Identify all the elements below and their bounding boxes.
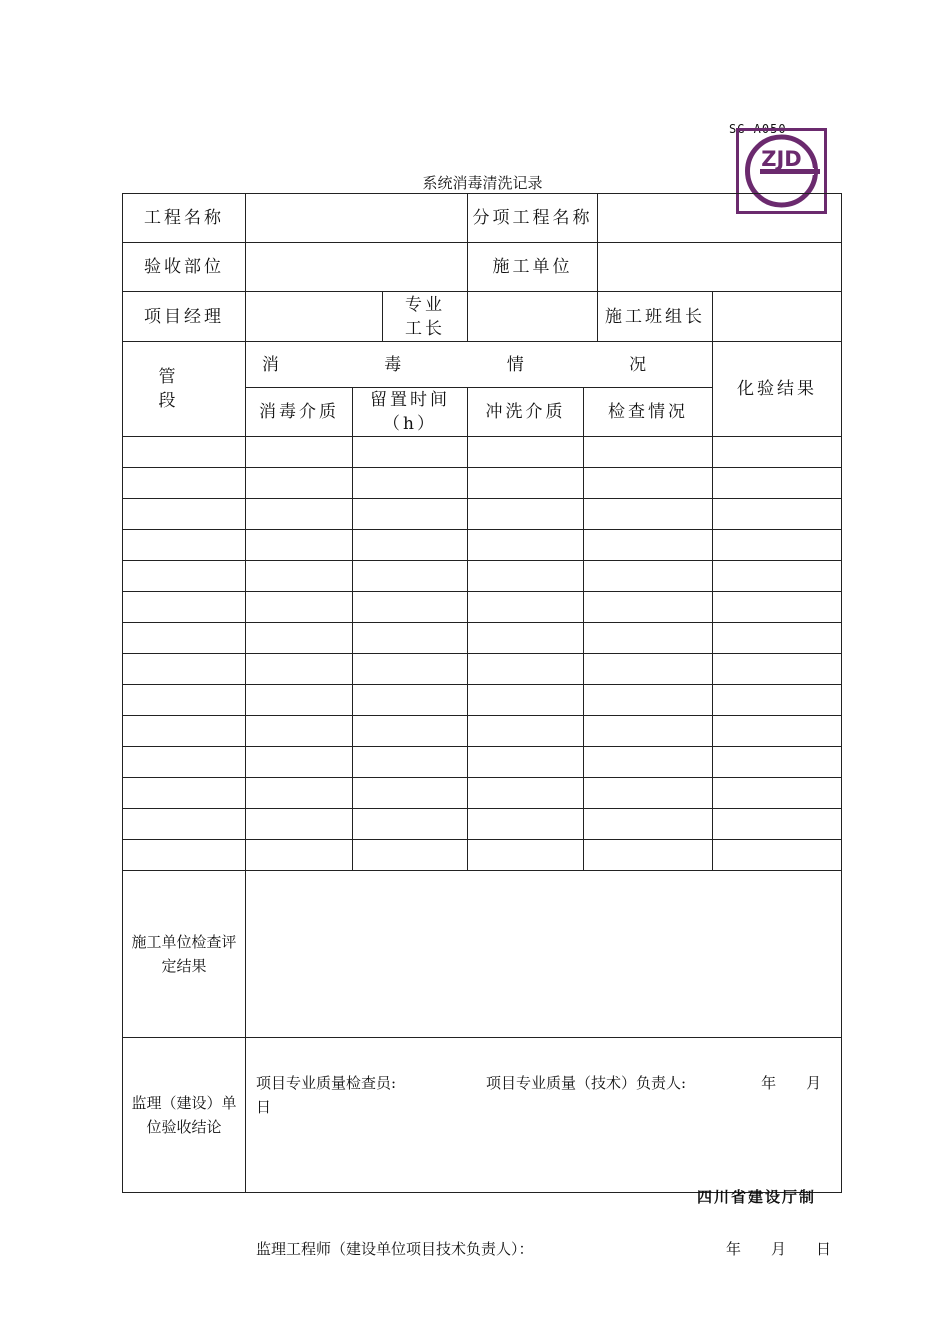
table-cell[interactable]	[246, 437, 353, 468]
table-cell[interactable]	[713, 778, 842, 809]
table-cell[interactable]	[123, 437, 246, 468]
col-disinfectant-header: 消毒介质	[246, 388, 353, 437]
table-cell[interactable]	[713, 685, 842, 716]
table-cell[interactable]	[246, 499, 353, 530]
table-cell[interactable]	[246, 592, 353, 623]
table-cell[interactable]	[123, 685, 246, 716]
table-cell[interactable]	[353, 561, 468, 592]
construction-unit-label: 施工单位	[468, 243, 598, 292]
table-cell[interactable]	[246, 685, 353, 716]
table-cell[interactable]	[468, 654, 584, 685]
table-cell[interactable]	[584, 499, 713, 530]
supervision-date: 年 月 日	[726, 1240, 832, 1258]
table-cell[interactable]	[246, 530, 353, 561]
table-cell[interactable]	[353, 499, 468, 530]
table-cell[interactable]	[353, 840, 468, 871]
table-row	[123, 437, 842, 468]
table-cell[interactable]	[123, 592, 246, 623]
table-cell[interactable]	[468, 499, 584, 530]
data-rows	[123, 437, 842, 871]
table-cell[interactable]	[468, 747, 584, 778]
table-row	[123, 468, 842, 499]
table-cell[interactable]	[584, 685, 713, 716]
table-cell[interactable]	[713, 530, 842, 561]
table-cell[interactable]	[468, 592, 584, 623]
table-cell[interactable]	[584, 778, 713, 809]
table-cell[interactable]	[123, 747, 246, 778]
sub-project-label: 分项工程名称	[468, 194, 598, 243]
table-cell[interactable]	[713, 437, 842, 468]
table-cell[interactable]	[468, 778, 584, 809]
table-cell[interactable]	[713, 499, 842, 530]
table-cell[interactable]	[584, 809, 713, 840]
acceptance-part-label: 验收部位	[123, 243, 246, 292]
table-row	[123, 778, 842, 809]
table-cell[interactable]	[584, 437, 713, 468]
construction-unit-value[interactable]	[598, 243, 842, 292]
acceptance-part-value[interactable]	[246, 243, 468, 292]
table-cell[interactable]	[584, 747, 713, 778]
col-check-status-header: 检查情况	[584, 388, 713, 437]
table-row	[123, 685, 842, 716]
table-cell[interactable]	[713, 654, 842, 685]
table-cell[interactable]	[713, 623, 842, 654]
table-cell[interactable]	[123, 778, 246, 809]
table-cell[interactable]	[246, 778, 353, 809]
table-cell[interactable]	[468, 809, 584, 840]
col-flush-medium-header: 冲洗介质	[468, 388, 584, 437]
table-cell[interactable]	[246, 840, 353, 871]
table-cell[interactable]	[468, 437, 584, 468]
logo-text: ZJD	[761, 147, 802, 171]
table-cell[interactable]	[584, 840, 713, 871]
table-cell[interactable]	[353, 747, 468, 778]
page-title: 系统消毒清洗记录	[422, 174, 543, 192]
table-cell[interactable]	[353, 809, 468, 840]
specialty-foreman-value[interactable]	[468, 292, 598, 342]
table-cell[interactable]	[468, 685, 584, 716]
pipe-section-header: 管 段	[123, 342, 246, 437]
table-cell[interactable]	[353, 685, 468, 716]
table-row	[123, 499, 842, 530]
table-cell[interactable]	[468, 840, 584, 871]
project-manager-value[interactable]	[246, 292, 383, 342]
inspection-signature: 项目专业质量检查员: 项目专业质量（技术）负责人: 年 月 日	[256, 1074, 852, 1116]
table-cell[interactable]	[713, 561, 842, 592]
table-cell[interactable]	[123, 468, 246, 499]
table-cell[interactable]	[246, 561, 353, 592]
table-cell[interactable]	[468, 716, 584, 747]
table-cell[interactable]	[468, 561, 584, 592]
table-cell[interactable]	[246, 716, 353, 747]
team-leader-label: 施工班组长	[598, 292, 713, 342]
table-row	[123, 716, 842, 747]
table-cell[interactable]	[246, 654, 353, 685]
inspection-label: 施工单位检查评定结果	[123, 871, 246, 1038]
table-cell[interactable]	[353, 468, 468, 499]
table-cell[interactable]	[246, 809, 353, 840]
table-cell[interactable]	[468, 530, 584, 561]
sub-project-value[interactable]	[598, 194, 842, 243]
table-cell[interactable]	[584, 468, 713, 499]
table-row	[123, 840, 842, 871]
table-cell[interactable]	[468, 623, 584, 654]
table-cell[interactable]	[584, 561, 713, 592]
table-cell[interactable]	[584, 654, 713, 685]
table-cell[interactable]	[468, 468, 584, 499]
table-cell[interactable]	[713, 468, 842, 499]
table-row	[123, 654, 842, 685]
table-cell[interactable]	[353, 592, 468, 623]
table-cell[interactable]	[123, 530, 246, 561]
table-cell[interactable]	[123, 623, 246, 654]
table-cell[interactable]	[353, 654, 468, 685]
table-cell[interactable]	[713, 716, 842, 747]
table-cell[interactable]	[123, 840, 246, 871]
specialty-foreman-label: 专业工长	[383, 292, 468, 342]
table-cell[interactable]	[584, 592, 713, 623]
table-cell[interactable]	[353, 716, 468, 747]
table-row	[123, 561, 842, 592]
table-cell[interactable]	[713, 747, 842, 778]
form-code: SG-A050	[729, 122, 787, 136]
table-cell[interactable]	[246, 468, 353, 499]
supervision-signature: 监理工程师（建设单位项目技术负责人）：	[256, 1240, 534, 1258]
table-cell[interactable]	[353, 778, 468, 809]
table-cell[interactable]	[584, 623, 713, 654]
table-cell[interactable]	[353, 623, 468, 654]
supervision-label: 监理（建设）单位验收结论	[123, 1038, 246, 1193]
table-cell[interactable]	[713, 592, 842, 623]
table-row	[123, 530, 842, 561]
table-row	[123, 592, 842, 623]
table-cell[interactable]	[123, 809, 246, 840]
project-name-value[interactable]	[246, 194, 468, 243]
col-retention-time-header: 留置时间（h）	[353, 388, 468, 437]
lab-result-header: 化验结果	[713, 342, 842, 437]
table-cell[interactable]	[123, 499, 246, 530]
table-cell[interactable]	[123, 716, 246, 747]
table-cell[interactable]	[353, 437, 468, 468]
project-manager-label: 项目经理	[123, 292, 246, 342]
table-cell[interactable]	[246, 747, 353, 778]
disinfection-group-header: 消 毒 情 况	[246, 342, 713, 388]
inspection-area[interactable]	[246, 871, 852, 1116]
table-cell[interactable]	[713, 840, 842, 871]
table-row	[123, 809, 842, 840]
table-cell[interactable]	[353, 530, 468, 561]
table-cell[interactable]	[584, 716, 713, 747]
table-cell[interactable]	[123, 654, 246, 685]
issuer-footer: 四川省建设厅制	[697, 1188, 817, 1206]
table-row	[123, 747, 842, 778]
project-name-label: 工程名称	[123, 194, 246, 243]
table-cell[interactable]	[713, 809, 842, 840]
table-cell[interactable]	[246, 623, 353, 654]
table-cell[interactable]	[584, 530, 713, 561]
table-row	[123, 623, 842, 654]
table-cell[interactable]	[123, 561, 246, 592]
team-leader-value[interactable]	[713, 292, 842, 342]
